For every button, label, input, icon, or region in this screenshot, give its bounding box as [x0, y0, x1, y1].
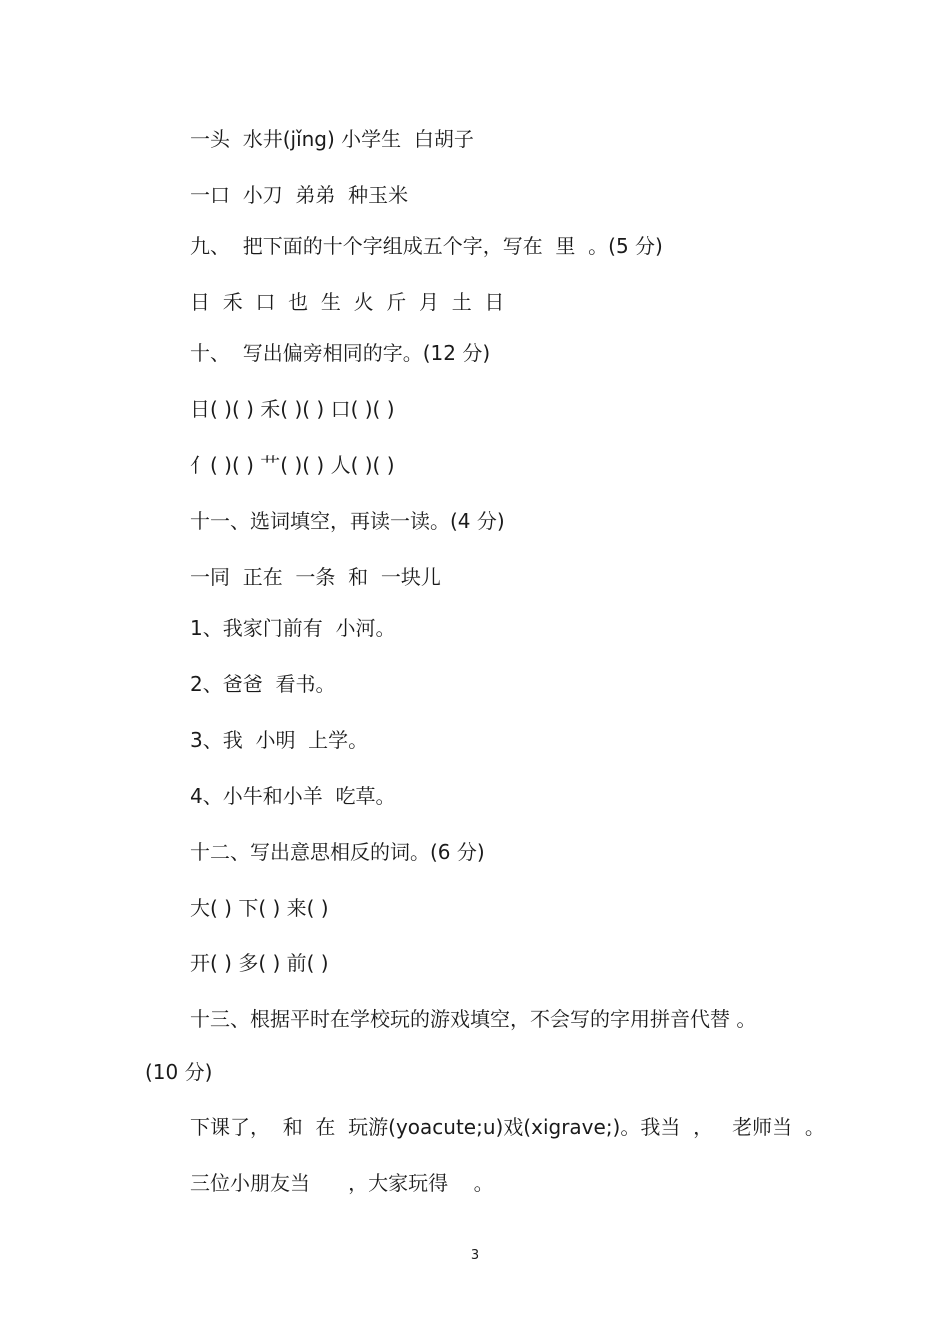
- fill-item-2: 2、爸爸 看书。: [190, 672, 336, 696]
- text-line-1: 一头 水井(jǐng) 小学生 白胡子: [190, 127, 474, 151]
- section-thirteen-heading: 十三、根据平时在学校玩的游戏填空，不会写的字用拼音代替 。: [190, 1007, 757, 1031]
- text-line-2: 一口 小刀 弟弟 种玉米: [190, 183, 409, 207]
- game-fill-line-1: 下课了， 和 在 玩游(yoacute;u)戏(xigrave;)。我当 ， 老师当 。: [190, 1115, 825, 1139]
- page-number: 3: [470, 1248, 480, 1263]
- text-line-characters: 日 禾 口 也 生 火 斤 月 土 日: [190, 290, 505, 314]
- radical-line-2: 亻( )( ) 艹( )( ) 人( )( ): [190, 453, 395, 477]
- antonym-line-2: 开( ) 多( ) 前( ): [190, 951, 329, 975]
- section-thirteen-score: (10 分): [145, 1060, 213, 1084]
- game-fill-line-2: 三位小朋友当 ，大家玩得 。: [190, 1171, 494, 1195]
- section-eleven-heading: 十一、选词填空，再读一读。(4 分): [190, 509, 505, 533]
- word-choices: 一同 正在 一条 和 一块儿: [190, 565, 441, 589]
- section-twelve-heading: 十二、写出意思相反的词。(6 分): [190, 840, 485, 864]
- section-ten-heading: 十、 写出偏旁相同的字。(12 分): [190, 341, 491, 365]
- fill-item-3: 3、我 小明 上学。: [190, 728, 369, 752]
- radical-line-1: 日( )( ) 禾( )( ) 口( )( ): [190, 397, 395, 421]
- fill-item-4: 4、小牛和小羊 吃草。: [190, 784, 396, 808]
- antonym-line-1: 大( ) 下( ) 来( ): [190, 896, 329, 920]
- section-nine-heading: 九、 把下面的十个字组成五个字，写在 里 。(5 分): [190, 234, 663, 258]
- fill-item-1: 1、我家门前有 小河。: [190, 616, 396, 640]
